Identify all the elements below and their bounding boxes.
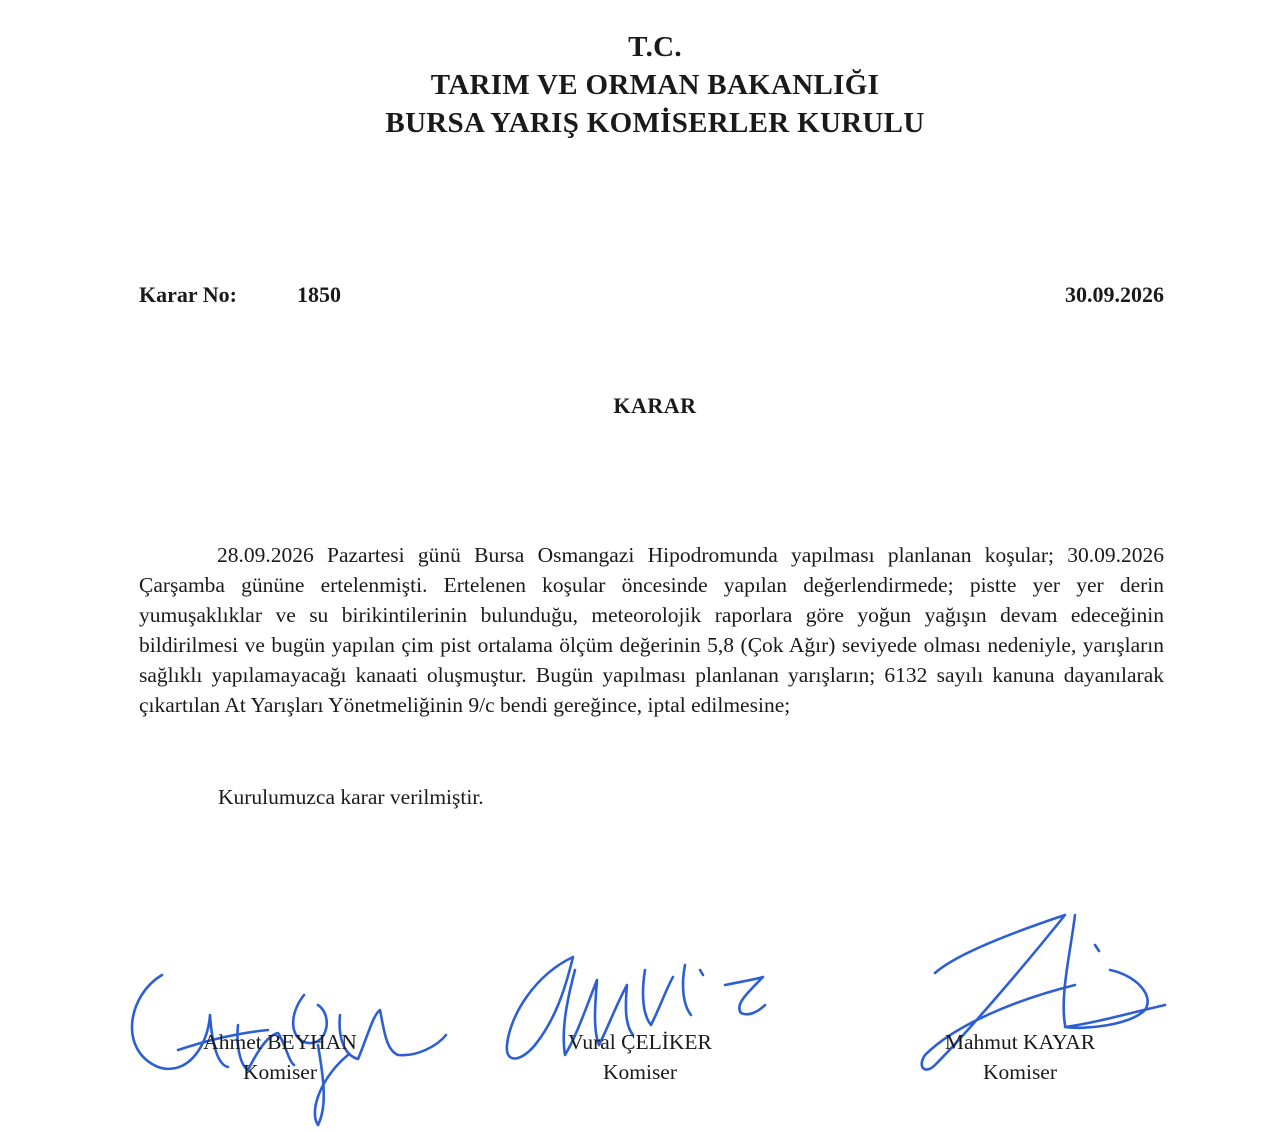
decision-number-label: Karar No: <box>139 282 237 307</box>
signatory-3 <box>910 1027 1130 1087</box>
signatory-role: Komiser <box>242 1060 318 1084</box>
decision-title: KARAR <box>613 393 697 418</box>
header-ministry: TARIM VE ORMAN BAKANLIĞI <box>430 69 880 101</box>
header-republic: T.C. <box>628 31 682 63</box>
decision-date: 30.09.2026 <box>1065 282 1164 307</box>
signatory-name: Vural ÇELİKER <box>568 1030 712 1054</box>
decision-body: 28.09.2026 Pazartesi günü Bursa Osmangazi Hipodromunda yapılması planlanan koşular; 30.09.2026 Çarşamba gününe ertelenmişti. Ertelenen koşular öncesinde yapılan değerlendirmede; pistte yer yer derin yumuşaklıklar ve su birikintilerinin bulunduğu, meteorolojik raporlara göre yoğun yağışın devam edeceğinin bildirilmesi ve bugün yapılan çim pist ortalama ölçüm değerinin 5,8 (Çok Ağır) seviyede olması nedeniyle, yarışların sağlıklı yapılamayacağı kanaati oluşmuştur. Bugün yapılması planlanan yarışların; 6132 sayılı kanuna dayanılarak çıkartılan At Yarışları Yönetmeliğinin 9/c bendi gereğince, iptal edilmesine; <box>139 543 1164 717</box>
document-header <box>0 28 1280 142</box>
signatory-role: Komiser <box>982 1060 1058 1084</box>
signatory-name: Ahmet BEYHAN <box>203 1030 357 1054</box>
decision-closing: Kurulumuzca karar verilmiştir. <box>218 785 484 809</box>
signatory-role: Komiser <box>602 1060 678 1084</box>
signatory-2 <box>530 1027 750 1087</box>
header-board: BURSA YARIŞ KOMİSERLER KURULU <box>385 107 925 139</box>
decision-number-row <box>139 282 341 308</box>
signatory-1 <box>170 1027 390 1087</box>
signatory-name: Mahmut KAYAR <box>944 1030 1096 1054</box>
decision-number: 1850 <box>297 282 341 307</box>
